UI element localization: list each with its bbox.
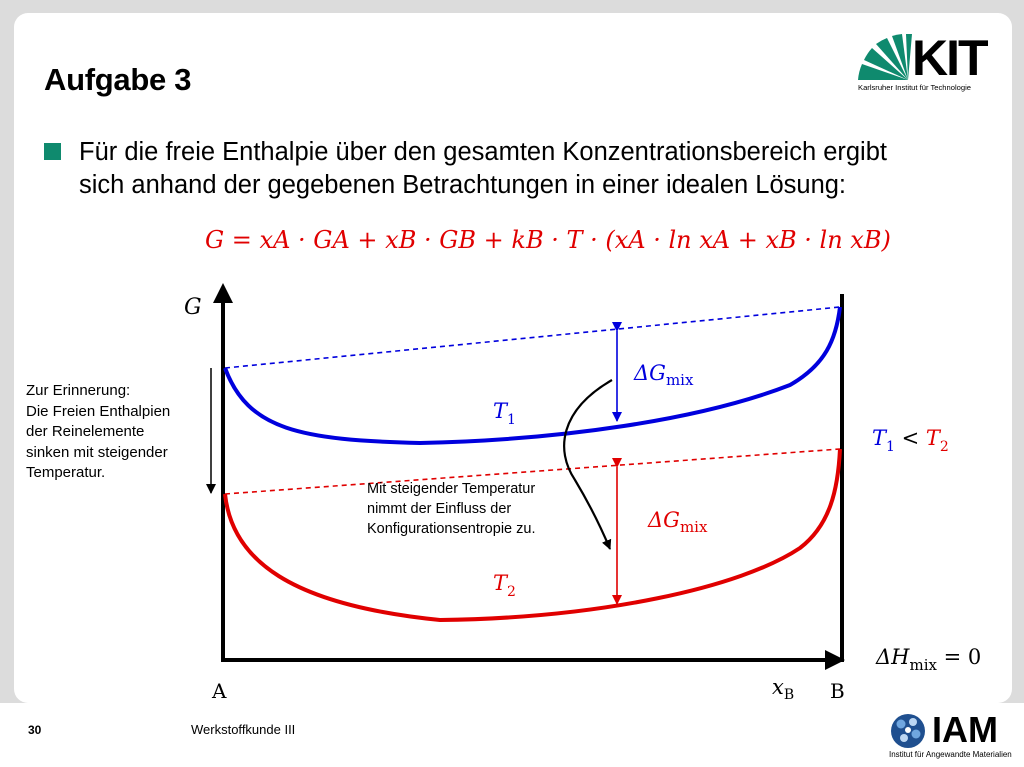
iam-logo-text: IAM: [932, 709, 998, 750]
slide-title: Aufgabe 3: [44, 62, 192, 97]
kit-subtitle: Karlsruher Institut für Technologie: [858, 83, 971, 92]
annotation-line-2: nimmt der Einfluss der: [367, 501, 512, 517]
kit-logo-text: KIT: [912, 30, 987, 86]
left-label-a: A: [212, 679, 227, 703]
gibbs-formula: G = xA · GA + xB · GB + kB · T · (xA · ln xA + xB · ln xB): [205, 226, 891, 254]
temperature-comparison: $T_1 < T_2$: [872, 426, 949, 455]
iam-subtitle: Institut für Angewandte Materialien: [889, 750, 1012, 759]
delta-h-mix-label: $\Delta H_{mix} = 0$: [876, 645, 982, 674]
curve-t1-label: $T_1$: [493, 399, 516, 428]
x-axis-label: $x_B$: [772, 675, 795, 703]
y-axis-arrowhead: [213, 283, 233, 303]
delta-g-mix-label-t2: $\Delta G_{mix}$: [648, 508, 708, 536]
right-label-b: B: [830, 679, 845, 703]
curve-t1: [225, 307, 840, 443]
reminder-line-2: Die Freien Enthalpien: [26, 402, 171, 420]
t1-dashed-line: [225, 307, 840, 368]
footer-bar: [0, 703, 1024, 767]
reminder-line-3: der Reinelemente: [26, 423, 145, 440]
bullet-line-2: sich anhand der gegebenen Betrachtungen in einer idealen Lösung:: [79, 171, 847, 199]
annotation-line-1: Mit steigender Temperatur: [367, 481, 536, 497]
annotation-arrow: [564, 380, 612, 549]
y-axis-label: G: [184, 295, 202, 320]
delta-g-mix-label-t1: $\Delta G_{mix}$: [634, 361, 694, 389]
curve-t2-label: $T_2$: [493, 571, 516, 600]
reminder-line-1: Zur Erinnerung:: [26, 382, 131, 399]
bullet-line-1: Für die freie Enthalpie über den gesamten Konzentrationsbereich ergibt: [79, 138, 887, 166]
iam-logo-icon: [889, 712, 927, 750]
reminder-line-5: Temperatur.: [26, 464, 106, 481]
course-name: Werkstoffkunde III: [191, 722, 296, 737]
annotation-line-3: Konfigurationsentropie zu.: [367, 521, 536, 537]
page-number: 30: [28, 723, 42, 737]
reminder-line-4: sinken mit steigender: [26, 443, 168, 461]
